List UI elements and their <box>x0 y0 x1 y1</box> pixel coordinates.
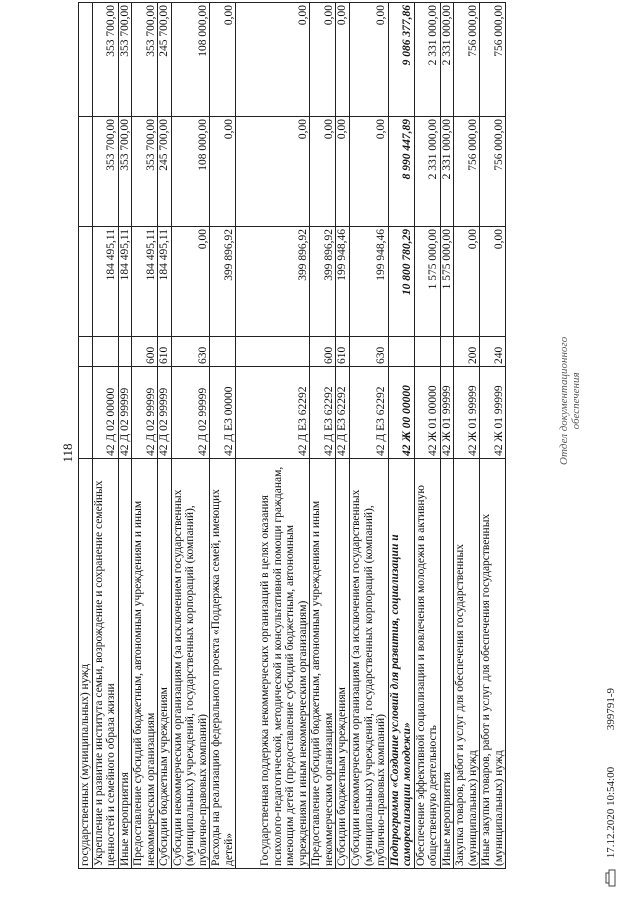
row-name: Иные мероприятия <box>440 459 454 869</box>
row-expense-type <box>92 337 118 367</box>
row-expense-type: 240 <box>480 337 506 367</box>
row-expense-type: 200 <box>454 337 480 367</box>
row-name: Иные мероприятия <box>118 459 132 869</box>
row-amount-1 <box>79 227 93 337</box>
row-expense-type <box>236 337 310 367</box>
row-expense-type: 600 <box>132 337 158 367</box>
row-code: 42 Ж 01 99999 <box>480 367 506 459</box>
row-code: 42 Д Е3 62292 <box>236 367 310 459</box>
row-name: Предоставление субсидий бюджетным, автономным учреждениям и иным некоммерческим организациям <box>310 459 336 869</box>
row-code: 42 Ж 01 00000 <box>414 367 440 459</box>
row-amount-1: 199 948,46 <box>349 227 388 337</box>
table-row <box>480 3 506 869</box>
table-row <box>92 3 118 869</box>
row-amount-3: 0,00 <box>349 3 388 117</box>
row-expense-type: 630 <box>349 337 388 367</box>
table-row <box>118 3 132 869</box>
row-expense-type <box>388 337 414 367</box>
row-name: Субсидии некоммерческим организациям (за исключением государственных (муниципальных) учреждений, государственных корпораций (компаний), публично-правовых компаний) <box>171 459 210 869</box>
table-row <box>454 3 480 869</box>
row-code: 42 Д 02 99999 <box>171 367 210 459</box>
row-amount-2: 108 000,00 <box>171 117 210 227</box>
row-code: 42 Д Е3 62292 <box>349 367 388 459</box>
row-amount-1: 199 948,46 <box>336 227 350 337</box>
document-footer <box>605 688 617 887</box>
row-expense-type <box>440 337 454 367</box>
table-row <box>388 3 414 869</box>
row-amount-3: 0,00 <box>310 3 336 117</box>
row-name: Расходы на реализацию федерального проекта «Поддержка семей, имеющих детей» <box>210 459 236 869</box>
row-amount-3: 2 331 000,00 <box>440 3 454 117</box>
table-row <box>414 3 440 869</box>
row-amount-1: 184 495,11 <box>158 227 172 337</box>
row-amount-1: 0,00 <box>171 227 210 337</box>
row-name: Обеспечение эффективной социализации и вовлечения молодежи в активную общественную деятельность <box>414 459 440 869</box>
row-amount-2: 245 700,00 <box>158 117 172 227</box>
row-amount-2: 2 331 000,00 <box>440 117 454 227</box>
row-amount-3: 353 700,00 <box>118 3 132 117</box>
budget-table <box>78 2 506 869</box>
row-amount-1: 1 575 000,00 <box>440 227 454 337</box>
row-amount-3: 2 331 000,00 <box>414 3 440 117</box>
table-row <box>236 3 310 869</box>
row-amount-1: 10 800 780,29 <box>388 227 414 337</box>
row-expense-type: 630 <box>171 337 210 367</box>
table-row <box>158 3 172 869</box>
row-amount-1: 0,00 <box>480 227 506 337</box>
row-name: Укрепление и развитие института семьи, возрождение и сохранение семейных ценностей и семейного образа жизни <box>92 459 118 869</box>
row-expense-type <box>118 337 132 367</box>
row-code: 42 Ж 01 99999 <box>454 367 480 459</box>
row-expense-type <box>210 337 236 367</box>
row-amount-3 <box>79 3 93 117</box>
table-row <box>132 3 158 869</box>
table-row <box>210 3 236 869</box>
row-code: 42 Д Е3 00000 <box>210 367 236 459</box>
row-amount-3: 0,00 <box>210 3 236 117</box>
row-name: Субсидии бюджетным учреждениям <box>158 459 172 869</box>
row-code <box>79 367 93 459</box>
row-amount-2: 0,00 <box>349 117 388 227</box>
table-row <box>440 3 454 869</box>
row-amount-2: 353 700,00 <box>118 117 132 227</box>
row-name: Субсидии некоммерческим организациям (за исключением государственных (муниципальных) учреждений, государственных корпораций (компаний), публично-правовых компаний) <box>349 459 388 869</box>
row-amount-3: 353 700,00 <box>92 3 118 117</box>
row-amount-1: 399 896,92 <box>236 227 310 337</box>
row-amount-3: 9 086 377,86 <box>388 3 414 117</box>
row-amount-3: 756 000,00 <box>454 3 480 117</box>
row-amount-3: 0,00 <box>336 3 350 117</box>
row-code: 42 Ж 00 00000 <box>388 367 414 459</box>
row-code: 42 Ж 01 99999 <box>440 367 454 459</box>
row-code: 42 Д Е3 62292 <box>310 367 336 459</box>
row-name: Предоставление субсидий бюджетным, автономным учреждениям и иным некоммерческим организациям <box>132 459 158 869</box>
row-amount-1: 184 495,11 <box>132 227 158 337</box>
table-row <box>171 3 210 869</box>
row-amount-3: 353 700,00 <box>132 3 158 117</box>
row-amount-3: 108 000,00 <box>171 3 210 117</box>
row-code: 42 Д Е3 62292 <box>336 367 350 459</box>
row-amount-2: 2 331 000,00 <box>414 117 440 227</box>
row-amount-2: 8 990 447,89 <box>388 117 414 227</box>
row-expense-type: 600 <box>310 337 336 367</box>
footer-document-id: 399791-9 <box>605 687 617 731</box>
row-name: Закупка товаров, работ и услуг для обеспечения государственных (муниципальных) нужд <box>454 459 480 869</box>
row-amount-2: 353 700,00 <box>132 117 158 227</box>
row-name: государственных (муниципальных) нужд <box>79 459 93 869</box>
row-amount-2: 0,00 <box>310 117 336 227</box>
table-row <box>79 3 93 869</box>
row-expense-type: 610 <box>158 337 172 367</box>
row-amount-2: 756 000,00 <box>454 117 480 227</box>
stamp-line-2: обеспечения <box>570 372 582 430</box>
row-name: Иные закупки товаров, работ и услуг для обеспечения государственных (муниципальных) нужд <box>480 459 506 869</box>
row-amount-2: 0,00 <box>336 117 350 227</box>
row-amount-2: 756 000,00 <box>480 117 506 227</box>
table-row <box>310 3 336 869</box>
row-amount-1: 184 495,11 <box>92 227 118 337</box>
row-amount-1: 0,00 <box>454 227 480 337</box>
row-code: 42 Д 02 00000 <box>92 367 118 459</box>
table-row <box>336 3 350 869</box>
stamp-line-1: Отдел документационного <box>558 336 570 465</box>
row-amount-3: 0,00 <box>236 3 310 117</box>
budget-table-body <box>79 3 506 869</box>
row-amount-2 <box>79 117 93 227</box>
row-code: 42 Д 02 99999 <box>118 367 132 459</box>
row-amount-2: 0,00 <box>236 117 310 227</box>
footer-timestamp: 17.12.2020 10:54:00 <box>605 766 617 859</box>
row-amount-1: 184 495,11 <box>118 227 132 337</box>
row-expense-type: 610 <box>336 337 350 367</box>
row-code: 42 Д 02 99999 <box>158 367 172 459</box>
row-name: Подпрограмма «Создание условий для развития, социализации и самореализации молодежи» <box>388 459 414 869</box>
row-amount-3: 756 000,00 <box>480 3 506 117</box>
row-amount-2: 0,00 <box>210 117 236 227</box>
row-expense-type <box>79 337 93 367</box>
row-amount-1: 399 896,92 <box>310 227 336 337</box>
table-row <box>349 3 388 869</box>
row-expense-type <box>414 337 440 367</box>
page-number: 118 <box>60 443 75 463</box>
row-amount-1: 1 575 000,00 <box>414 227 440 337</box>
printer-icon <box>605 869 617 887</box>
row-name: Государственная поддержка некоммерческих организаций в целях оказания психолого-педагогической, методической и консультативной помощи гражданам, имеющим детей (предоставление субсидий бюджетным, автономным учреждениям и иным некоммерческим организациям) <box>236 459 310 869</box>
department-stamp <box>558 337 582 465</box>
row-amount-1: 399 896,92 <box>210 227 236 337</box>
row-amount-3: 245 700,00 <box>158 3 172 117</box>
row-amount-2: 353 700,00 <box>92 117 118 227</box>
row-code: 42 Д 02 99999 <box>132 367 158 459</box>
row-name: Субсидии бюджетным учреждениям <box>336 459 350 869</box>
